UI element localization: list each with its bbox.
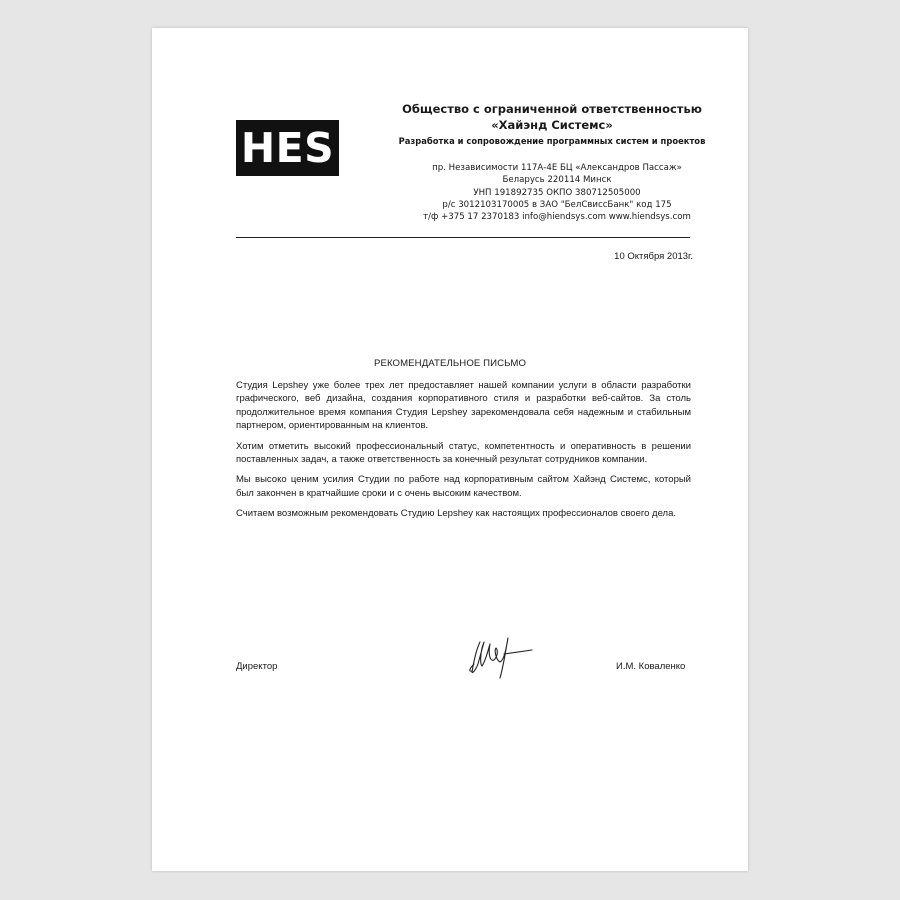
- registration-line: УНП 191892735 ОКПО 380712505000: [473, 187, 641, 198]
- letter-page: [152, 28, 748, 871]
- letter-title: РЕКОМЕНДАТЕЛЬНОЕ ПИСЬМО: [373, 358, 527, 369]
- letter-date: 10 Октября 2013г.: [614, 251, 693, 262]
- body-paragraph: Студия Lepshey уже более трех лет предоставляет нашей компании услуги в области разработки графического, веб дизайна, создания корпоративного стиля и разработки веб-сайтов. За столь продолжительное время компания Студия Lepshey зарекомендовала себя надежным и стабильным партнером, ориентированным на клиентов.: [236, 380, 691, 432]
- address-line: пр. Независимости 117А-4Е БЦ «Александров Пассаж»: [432, 163, 682, 173]
- company-logo: HES: [236, 120, 339, 176]
- body-paragraph: Считаем возможным рекомендовать Студию Lepshey как настоящих профессионалов своего дела.: [236, 508, 677, 520]
- body-paragraph: Мы высоко ценим усилия Студии по работе над корпоративным сайтом Хайэнд Системс, который был закончен в кратчайшие сроки и с очень высоким качеством.: [236, 474, 691, 499]
- org-name: «Хайэнд Системс»: [491, 118, 613, 132]
- city-line: Беларусь 220114 Минск: [502, 175, 612, 186]
- handwritten-signature: [460, 620, 542, 680]
- phone-email-web-line: т/ф +375 17 2370183 info@hiendsys.com www.hiendsys.com: [423, 212, 691, 223]
- contact-details: [402, 162, 712, 223]
- org-tagline: Разработка и сопровождение программных систем и проектов: [398, 136, 706, 146]
- signatory-name: И.М. Коваленко: [616, 661, 686, 672]
- bank-account-line: р/с 3012103170005 в ЗАО "БелСвиссБанк" код 175: [442, 199, 672, 210]
- signatory-role: Директор: [236, 661, 278, 672]
- org-legal-form: Общество с ограниченной ответственностью: [402, 102, 702, 116]
- body-paragraph: Хотим отметить высокий профессиональный статус, компетентность и оперативность в решении поставленных задач, а также ответственность за конечный результат сотрудников компании.: [236, 440, 691, 466]
- letter-body: [236, 379, 691, 528]
- organization-header: [382, 102, 722, 148]
- header-divider: [236, 237, 690, 238]
